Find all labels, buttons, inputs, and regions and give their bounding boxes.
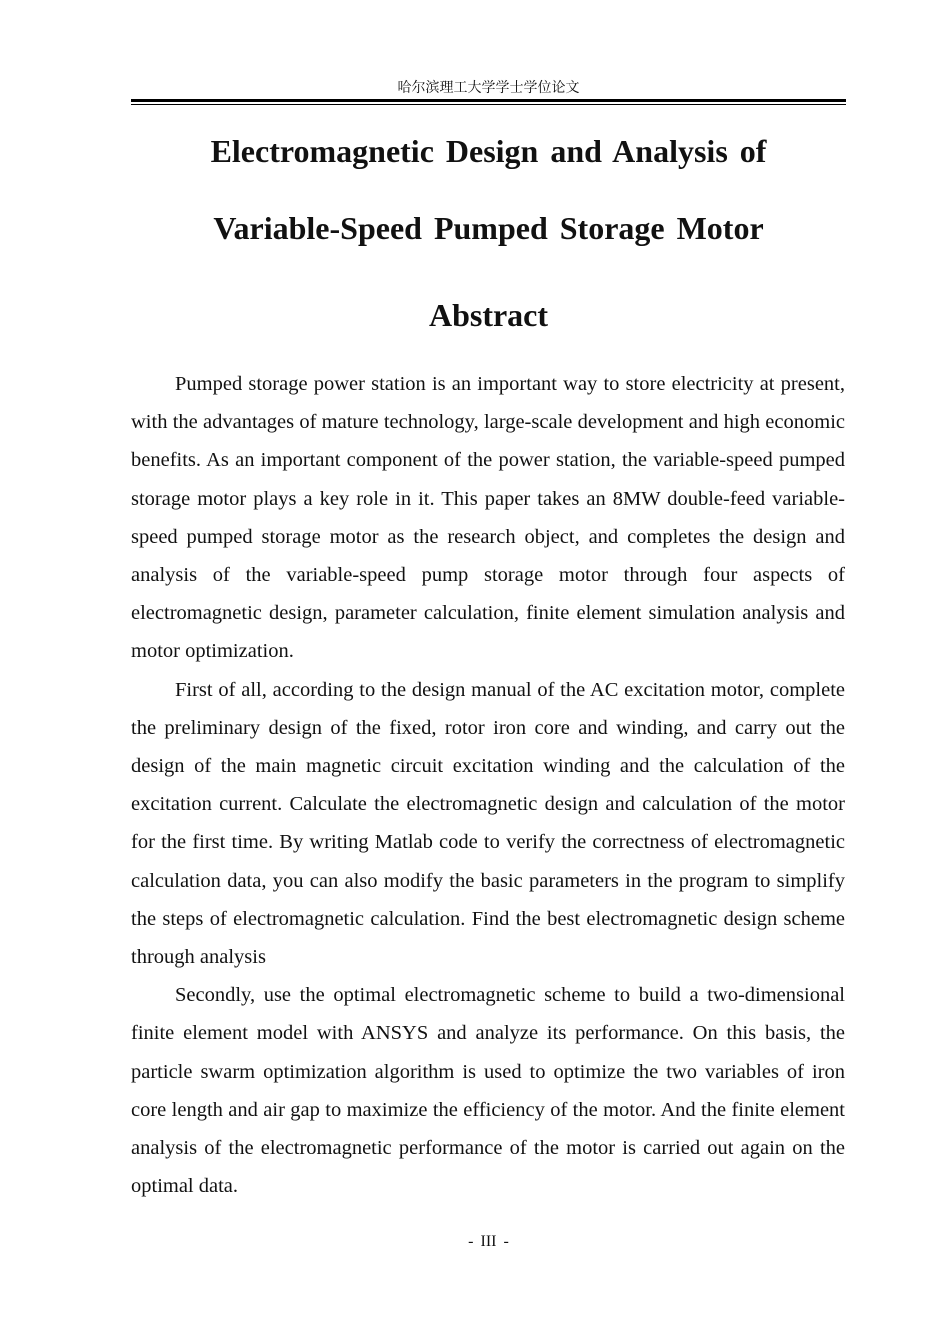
header-rule-thick — [131, 99, 846, 102]
thesis-title-line-2: Variable-Speed Pumped Storage Motor — [213, 210, 764, 246]
abstract-body — [131, 365, 845, 1205]
thesis-title-line-1: Electromagnetic Design and Analysis of — [210, 133, 767, 169]
abstract-paragraph-3: Secondly, use the optimal electromagnetic scheme to build a two-dimensional finite element model with ANSYS and analyze its performance. On this basis, the particle swarm optimization algorithm is used to optimize the two variables of iron core length and air gap to maximize the efficiency of the motor. And the finite element analysis of the electromagnetic performance of the motor is carried out again on the optimal data. — [131, 984, 845, 1198]
header-rule — [131, 99, 846, 105]
running-header: 哈尔滨理工大学学士学位论文 — [397, 80, 580, 96]
page-number: - III - — [468, 1233, 509, 1250]
abstract-paragraph-2: First of all, according to the design manual of the AC excitation motor, complete the preliminary design of the fixed, rotor iron core and winding, and carry out the design of the main magnetic circuit excitation winding and the calculation of the excitation current. Calculate the electromagnetic design and calculation of the motor for the first time. By writing Matlab code to verify the correctness of electromagnetic calculation data, you can also modify the basic parameters in the program to simplify the steps of electromagnetic calculation. Find the best electromagnetic design scheme through analysis — [131, 678, 845, 969]
header-rule-thin — [131, 104, 846, 105]
abstract-paragraph-1: Pumped storage power station is an important way to store electricity at present, with the advantages of mature technology, large-scale development and high economic benefits. As an important component of the power station, the variable-speed pumped storage motor plays a key role in it. This paper takes an 8MW double-feed variable-speed pumped storage motor as the research object, and completes the design and analysis of the variable-speed pump storage motor through four aspects of electromagnetic design, parameter calculation, finite element simulation analysis and motor optimization. — [131, 373, 845, 663]
abstract-heading: Abstract — [428, 297, 549, 333]
